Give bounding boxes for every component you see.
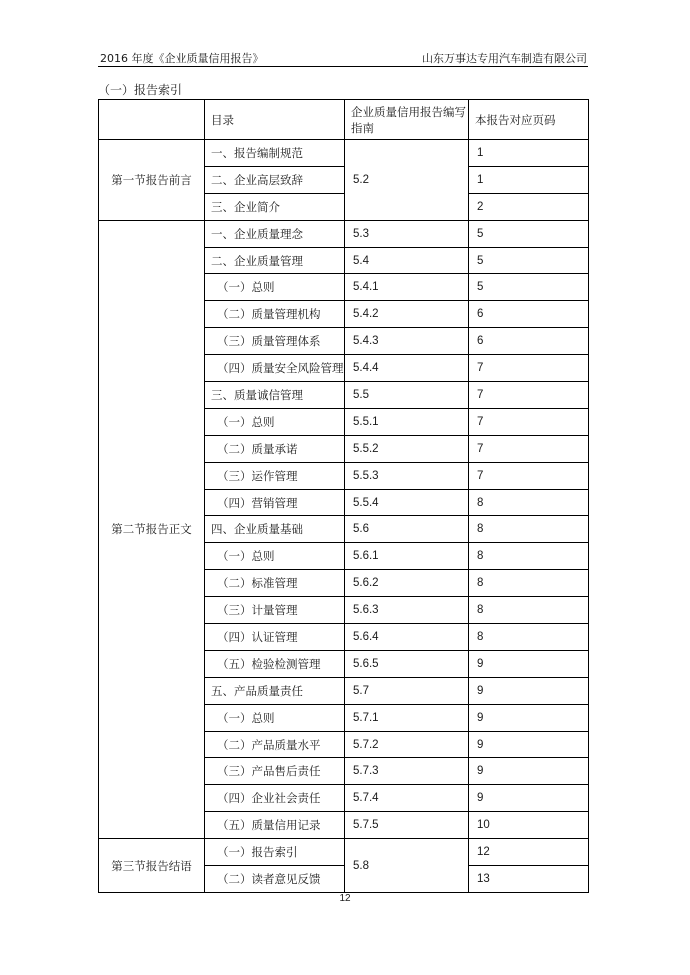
guide-section: 5.8: [345, 839, 469, 893]
section-name: 第二节报告正文: [99, 220, 205, 838]
contents-item: （二）质量管理机构: [205, 301, 345, 328]
contents-item: （二）质量承诺: [205, 435, 345, 462]
section-title: （一）报告索引: [98, 83, 183, 97]
page-reference: 5: [469, 247, 589, 274]
contents-item: （四）质量安全风险管理: [205, 355, 345, 382]
guide-section: 5.6.5: [345, 650, 469, 677]
header-report-title: 2016 年度《企业质量信用报告》: [100, 52, 264, 65]
page-reference: 9: [469, 650, 589, 677]
contents-item: 二、企业质量管理: [205, 247, 345, 274]
guide-section: 5.7.3: [345, 758, 469, 785]
guide-section: 5.5.1: [345, 408, 469, 435]
table-row: [99, 220, 589, 247]
contents-item: （二）标准管理: [205, 570, 345, 597]
page-reference: 9: [469, 677, 589, 704]
page-reference: 5: [469, 274, 589, 301]
page-reference: 7: [469, 435, 589, 462]
page-number: 12: [339, 893, 351, 904]
contents-item: （五）检验检测管理: [205, 650, 345, 677]
contents-item: 二、企业高层致辞: [205, 166, 345, 193]
page-reference: 12: [469, 839, 589, 866]
contents-item: 三、质量诚信管理: [205, 382, 345, 409]
contents-item: （二）产品质量水平: [205, 731, 345, 758]
page-reference: 9: [469, 704, 589, 731]
contents-item: （三）产品售后责任: [205, 758, 345, 785]
page-reference: 1: [469, 140, 589, 167]
header-guide: 企业质量信用报告编写指南: [345, 100, 469, 140]
table-row: [99, 839, 589, 866]
contents-item: （一）总则: [205, 543, 345, 570]
contents-item: （三）运作管理: [205, 462, 345, 489]
guide-section: 5.6.2: [345, 570, 469, 597]
guide-section: 5.6.1: [345, 543, 469, 570]
table-row: [99, 140, 589, 167]
page-reference: 8: [469, 597, 589, 624]
contents-item: 五、产品质量责任: [205, 677, 345, 704]
report-index-table: [98, 99, 589, 893]
guide-section: 5.4: [345, 247, 469, 274]
contents-item: （四）认证管理: [205, 624, 345, 651]
header-divider: [98, 66, 588, 67]
contents-item: （一）总则: [205, 408, 345, 435]
guide-section: 5.7.1: [345, 704, 469, 731]
page-reference: 8: [469, 543, 589, 570]
guide-section: 5.7.2: [345, 731, 469, 758]
guide-section: 5.5: [345, 382, 469, 409]
page-reference: 1: [469, 166, 589, 193]
guide-section: 5.7: [345, 677, 469, 704]
header-contents: 目录: [205, 100, 345, 140]
contents-item: （四）企业社会责任: [205, 785, 345, 812]
page-reference: 5: [469, 220, 589, 247]
page-reference: 7: [469, 355, 589, 382]
contents-item: （四）营销管理: [205, 489, 345, 516]
page-reference: 6: [469, 328, 589, 355]
section-name: 第三节报告结语: [99, 839, 205, 893]
page-reference: 8: [469, 570, 589, 597]
guide-section: 5.4.2: [345, 301, 469, 328]
contents-item: （三）计量管理: [205, 597, 345, 624]
contents-item: （一）总则: [205, 274, 345, 301]
guide-section: 5.3: [345, 220, 469, 247]
page-reference: 7: [469, 408, 589, 435]
guide-section: 5.7.5: [345, 812, 469, 839]
header-section: [99, 100, 205, 140]
page-reference: 9: [469, 785, 589, 812]
page-reference: 13: [469, 866, 589, 893]
contents-item: （一）总则: [205, 704, 345, 731]
page-reference: 9: [469, 731, 589, 758]
page-reference: 10: [469, 812, 589, 839]
page-reference: 8: [469, 489, 589, 516]
table-header-row: [99, 100, 589, 140]
contents-item: 一、报告编制规范: [205, 140, 345, 167]
page-reference: 6: [469, 301, 589, 328]
contents-item: （一）报告索引: [205, 839, 345, 866]
page-reference: 2: [469, 193, 589, 220]
guide-section: 5.6.3: [345, 597, 469, 624]
guide-section: 5.2: [345, 140, 469, 221]
guide-section: 5.6.4: [345, 624, 469, 651]
guide-section: 5.4.4: [345, 355, 469, 382]
guide-section: 5.5.3: [345, 462, 469, 489]
page-reference: 7: [469, 462, 589, 489]
contents-item: （五）质量信用记录: [205, 812, 345, 839]
contents-item: 四、企业质量基础: [205, 516, 345, 543]
section-name: 第一节报告前言: [99, 140, 205, 221]
page-reference: 8: [469, 624, 589, 651]
contents-item: （二）读者意见反馈: [205, 866, 345, 893]
contents-item: 一、企业质量理念: [205, 220, 345, 247]
contents-item: （三）质量管理体系: [205, 328, 345, 355]
guide-section: 5.5.4: [345, 489, 469, 516]
header-page: 本报告对应页码: [469, 100, 589, 140]
header-company-name: 山东万事达专用汽车制造有限公司: [422, 52, 587, 65]
page-reference: 8: [469, 516, 589, 543]
page-reference: 9: [469, 758, 589, 785]
guide-section: 5.4.3: [345, 328, 469, 355]
guide-section: 5.6: [345, 516, 469, 543]
page-reference: 7: [469, 382, 589, 409]
guide-section: 5.5.2: [345, 435, 469, 462]
contents-item: 三、企业简介: [205, 193, 345, 220]
guide-section: 5.4.1: [345, 274, 469, 301]
guide-section: 5.7.4: [345, 785, 469, 812]
